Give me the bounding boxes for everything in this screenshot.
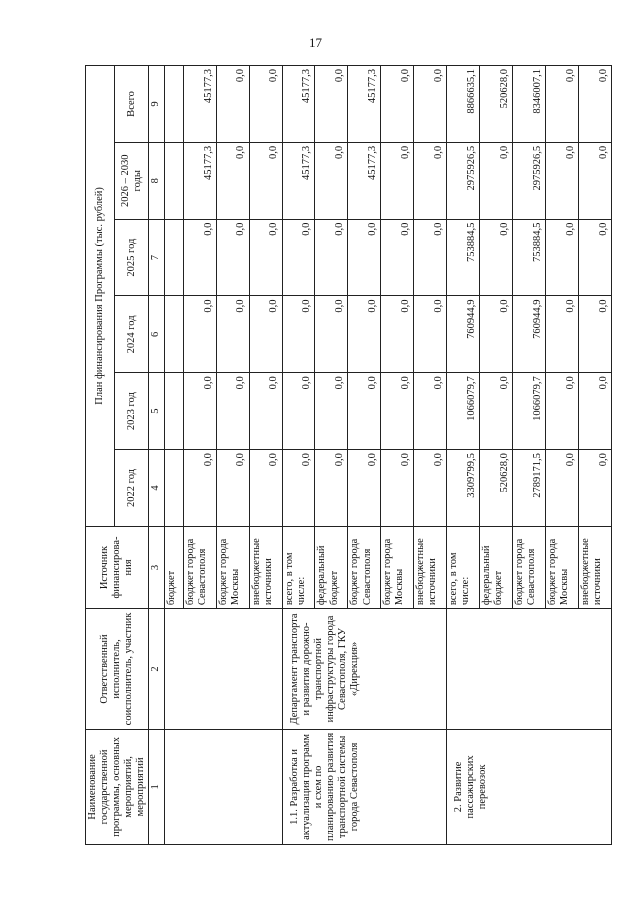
value-cell: 45177,3 (282, 66, 315, 143)
table-row (447, 66, 480, 845)
value-cell: 0,0 (249, 296, 282, 373)
header-name: Наименование государственной программы, основных мероприятий, мероприятий (86, 729, 149, 844)
row-source-cell: внебюджетные источники (579, 526, 612, 608)
row-source-cell: всего, в том числе: (282, 526, 315, 608)
value-cell: 0,0 (546, 219, 579, 296)
rotated-table-wrapper (85, 65, 610, 845)
header-2026-2030: 2026 – 2030 годы (115, 142, 149, 219)
value-cell: 0,0 (579, 142, 612, 219)
row-executor-cell: Департамент транспорта и развития дорожно-транспортной инфраструктуры города Севастополя, ГКУ «Дирекция» (282, 609, 447, 730)
value-cell: 0,0 (216, 373, 249, 450)
value-cell (165, 219, 183, 296)
value-cell: 45177,3 (282, 142, 315, 219)
value-cell: 0,0 (579, 219, 612, 296)
row-source-cell: бюджет города Севастополя (183, 526, 216, 608)
value-cell: 0,0 (546, 142, 579, 219)
column-number-cell: 1 (149, 729, 165, 844)
value-cell: 0,0 (381, 450, 414, 527)
value-cell: 45177,3 (348, 142, 381, 219)
row-source-cell: всего, в том числе: (447, 526, 480, 608)
row-name-cell: 2. Развитие пассажирских перевозок (447, 729, 612, 844)
value-cell: 0,0 (282, 219, 315, 296)
value-cell: 760944,9 (447, 296, 480, 373)
column-number-cell: 8 (149, 142, 165, 219)
page-number: 17 (309, 35, 322, 50)
column-number-row (149, 66, 165, 845)
value-cell: 0,0 (414, 450, 447, 527)
row-source-cell: бюджет города Москвы (546, 526, 579, 608)
value-cell: 0,0 (414, 142, 447, 219)
value-cell: 0,0 (315, 219, 348, 296)
value-cell: 0,0 (183, 296, 216, 373)
value-cell (165, 66, 183, 143)
value-cell: 0,0 (315, 373, 348, 450)
row-source-cell: бюджет (165, 526, 183, 608)
row-source-cell: внебюджетные источники (249, 526, 282, 608)
value-cell: 0,0 (414, 296, 447, 373)
row-source-cell: федеральный бюджет (480, 526, 513, 608)
value-cell: 0,0 (480, 219, 513, 296)
value-cell: 0,0 (315, 66, 348, 143)
value-cell: 753884,5 (513, 219, 546, 296)
value-cell: 520628,0 (480, 450, 513, 527)
table-row (282, 66, 315, 845)
value-cell: 0,0 (183, 373, 216, 450)
value-cell: 0,0 (216, 296, 249, 373)
header-2023: 2023 год (115, 373, 149, 450)
value-cell: 8866635,1 (447, 66, 480, 143)
value-cell: 0,0 (348, 450, 381, 527)
value-cell: 0,0 (216, 66, 249, 143)
value-cell: 0,0 (480, 296, 513, 373)
value-cell: 0,0 (579, 66, 612, 143)
value-cell: 0,0 (249, 142, 282, 219)
value-cell: 0,0 (546, 450, 579, 527)
header-plan: План финансирования Программы (тыс. рублей) (86, 66, 115, 527)
value-cell: 0,0 (414, 373, 447, 450)
value-cell: 3309799,5 (447, 450, 480, 527)
row-source-cell: бюджет города Москвы (216, 526, 249, 608)
row-source-cell: бюджет города Москвы (381, 526, 414, 608)
value-cell: 0,0 (381, 142, 414, 219)
value-cell: 0,0 (414, 219, 447, 296)
row-name-cell: 1.1. Разработка и актуализация программ и схем по планированию развития транспортной системы города Севастополя (282, 729, 447, 844)
value-cell: 0,0 (348, 373, 381, 450)
value-cell: 753884,5 (447, 219, 480, 296)
value-cell: 0,0 (183, 219, 216, 296)
value-cell: 0,0 (381, 373, 414, 450)
value-cell: 45177,3 (348, 66, 381, 143)
column-number-cell: 5 (149, 373, 165, 450)
value-cell: 0,0 (183, 450, 216, 527)
value-cell: 0,0 (315, 142, 348, 219)
value-cell: 0,0 (282, 296, 315, 373)
value-cell: 0,0 (480, 373, 513, 450)
value-cell (165, 373, 183, 450)
value-cell: 0,0 (249, 450, 282, 527)
value-cell: 0,0 (348, 219, 381, 296)
row-source-cell: внебюджетные источники (414, 526, 447, 608)
column-number-cell: 7 (149, 219, 165, 296)
value-cell: 0,0 (282, 450, 315, 527)
value-cell: 0,0 (381, 296, 414, 373)
column-number-cell: 6 (149, 296, 165, 373)
header-source: Источник финансирова-ния (86, 526, 149, 608)
header-2022: 2022 год (115, 450, 149, 527)
header-2025: 2025 год (115, 219, 149, 296)
value-cell: 0,0 (546, 66, 579, 143)
table-row (165, 66, 183, 845)
row-source-cell: бюджет города Севастополя (348, 526, 381, 608)
value-cell: 0,0 (282, 373, 315, 450)
value-cell: 0,0 (579, 373, 612, 450)
value-cell: 0,0 (414, 66, 447, 143)
value-cell (165, 450, 183, 527)
value-cell: 0,0 (348, 296, 381, 373)
value-cell (165, 296, 183, 373)
value-cell: 0,0 (579, 296, 612, 373)
value-cell: 0,0 (216, 142, 249, 219)
value-cell: 0,0 (249, 219, 282, 296)
value-cell: 0,0 (546, 296, 579, 373)
value-cell: 0,0 (546, 373, 579, 450)
value-cell: 45177,3 (183, 66, 216, 143)
column-number-cell: 9 (149, 66, 165, 143)
value-cell (165, 142, 183, 219)
value-cell: 0,0 (579, 450, 612, 527)
value-cell: 0,0 (315, 450, 348, 527)
value-cell: 760944,9 (513, 296, 546, 373)
value-cell: 1066079,7 (447, 373, 480, 450)
value-cell: 0,0 (216, 219, 249, 296)
header-2024: 2024 год (115, 296, 149, 373)
value-cell: 0,0 (315, 296, 348, 373)
column-number-cell: 4 (149, 450, 165, 527)
row-source-cell: федеральный бюджет (315, 526, 348, 608)
column-number-cell: 3 (149, 526, 165, 608)
value-cell: 0,0 (381, 219, 414, 296)
row-executor-cell (165, 609, 282, 730)
value-cell: 0,0 (381, 66, 414, 143)
value-cell: 8346007,1 (513, 66, 546, 143)
value-cell: 2975926,5 (447, 142, 480, 219)
value-cell: 520628,0 (480, 66, 513, 143)
value-cell: 0,0 (249, 66, 282, 143)
value-cell: 0,0 (480, 142, 513, 219)
row-source-cell: бюджет города Севастополя (513, 526, 546, 608)
value-cell: 0,0 (249, 373, 282, 450)
value-cell: 0,0 (216, 450, 249, 527)
row-executor-cell (447, 609, 612, 730)
value-cell: 1066079,7 (513, 373, 546, 450)
header-total: Всего (115, 66, 149, 143)
value-cell: 2789171,5 (513, 450, 546, 527)
row-name-cell (165, 729, 282, 844)
financing-table (85, 65, 612, 845)
column-number-cell: 2 (149, 609, 165, 730)
value-cell: 2975926,5 (513, 142, 546, 219)
value-cell: 45177,3 (183, 142, 216, 219)
header-executor: Ответственный исполнитель, соисполнитель, участник (86, 609, 149, 730)
